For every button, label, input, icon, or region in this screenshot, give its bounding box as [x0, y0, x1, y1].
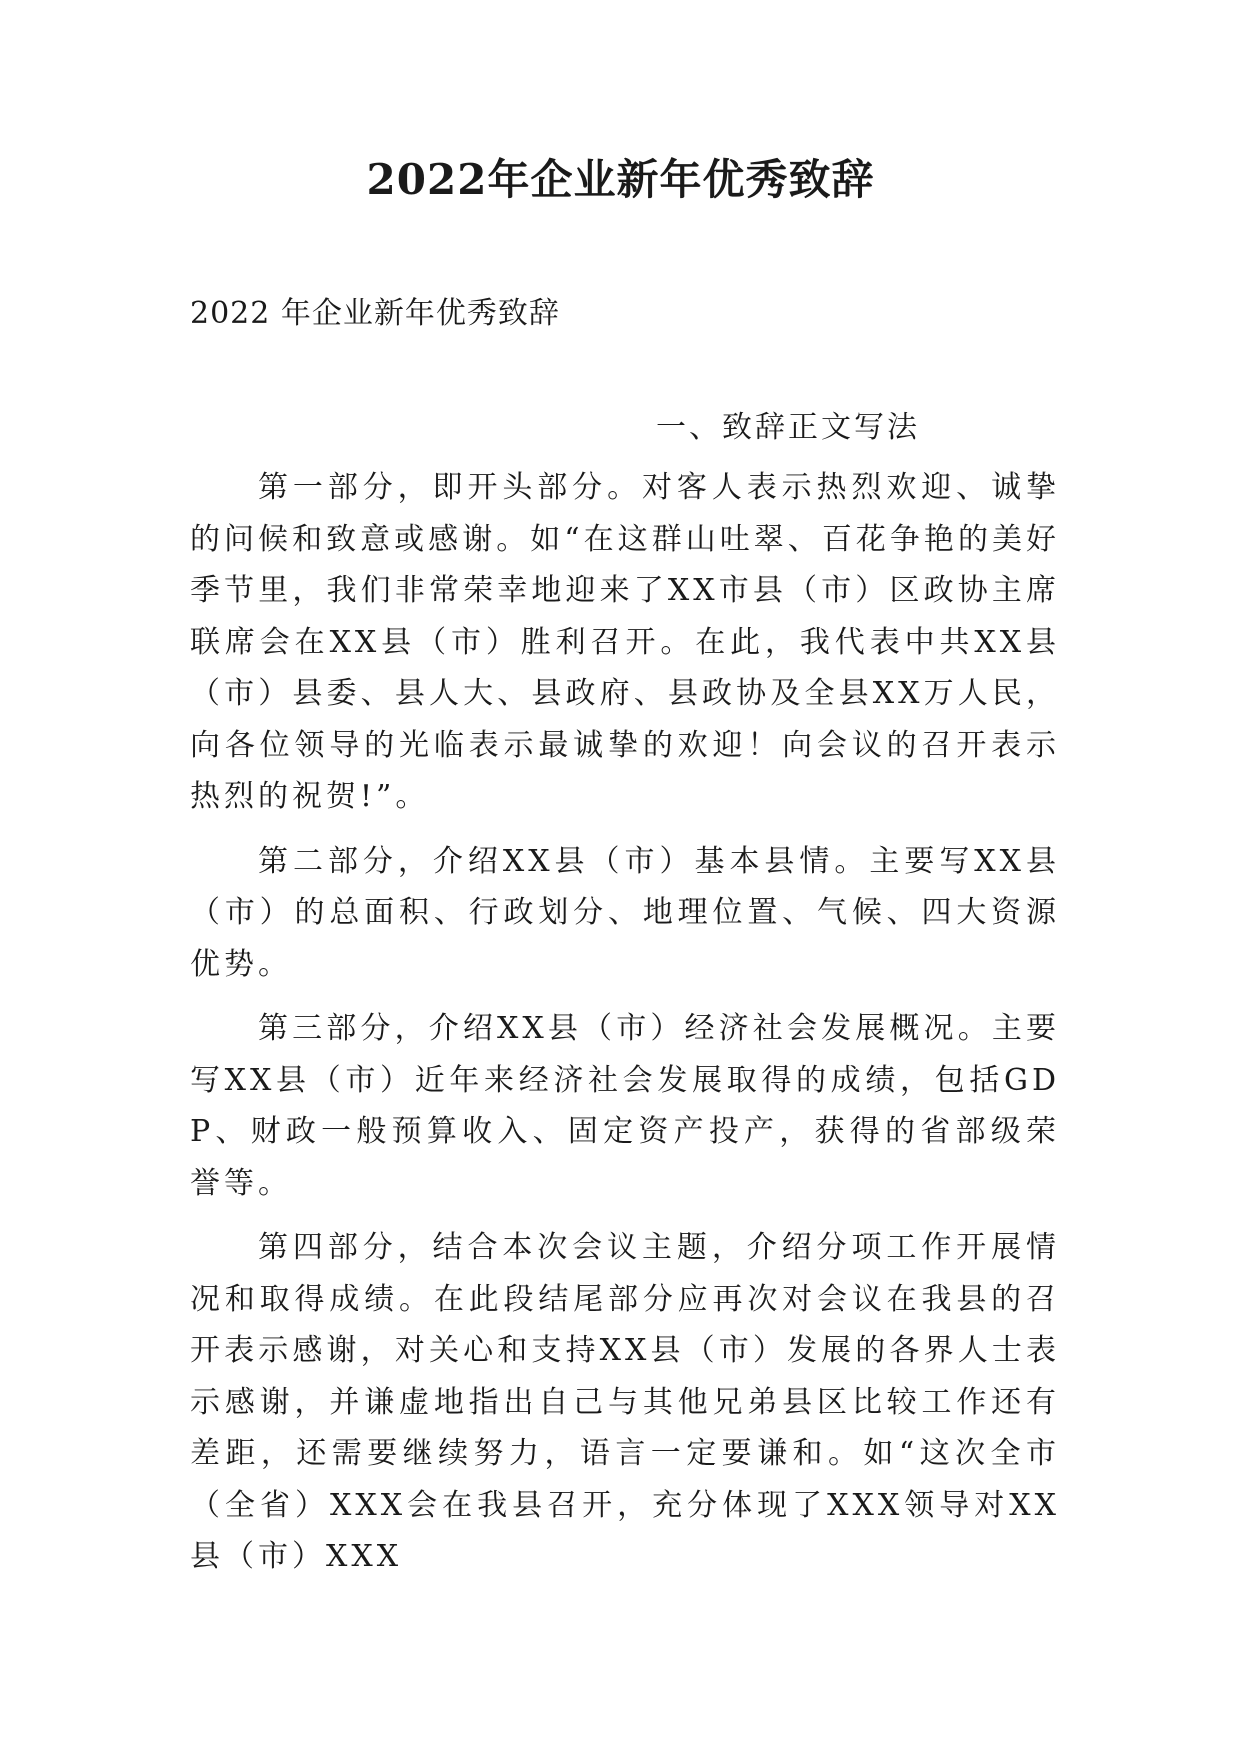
body-text	[190, 462, 1060, 1596]
document-title: 2022年企业新年优秀致辞	[366, 155, 875, 204]
paragraph-part-four: 第四部分，结合本次会议主题，介绍分项工作开展情况和取得成绩。在此段结尾部分应再次对会议在我县的召开表示感谢，对关心和支持XX县（市）发展的各界人士表示感谢，并谦虚地指出自己与其他兄弟县区比较工作还有差距，还需要继续努力，语言一定要谦和。如“这次全市（全省）XXX会在我县召开，充分体现了XXX领导对XX县（市）XXX	[190, 1230, 1060, 1574]
paragraph-part-one: 第一部分，即开头部分。对客人表示热烈欢迎、诚挚的问候和致意或感谢。如“在这群山吐翠、百花争艳的美好季节里，我们非常荣幸地迎来了XX市县（市）区政协主席联席会在XX县（市）胜利召开。在此，我代表中共XX县（市）县委、县人大、县政府、县政协及全县XX万人民，向各位领导的光临表示最诚挚的欢迎！向会议的召开表示热烈的祝贺!”。	[190, 470, 1060, 814]
section-heading: 一、致辞正文写法	[656, 410, 920, 445]
paragraph-part-three: 第三部分，介绍XX县（市）经济社会发展概况。主要写XX县（市）近年来经济社会发展取得的成绩，包括GDP、财政一般预算收入、固定资产投产，获得的省部级荣誉等。	[190, 1011, 1060, 1201]
document-subtitle: 2022 年企业新年优秀致辞	[190, 296, 560, 331]
paragraph-part-two: 第二部分，介绍XX县（市）基本县情。主要写XX县（市）的总面积、行政划分、地理位置、气候、四大资源优势。	[190, 843, 1060, 982]
